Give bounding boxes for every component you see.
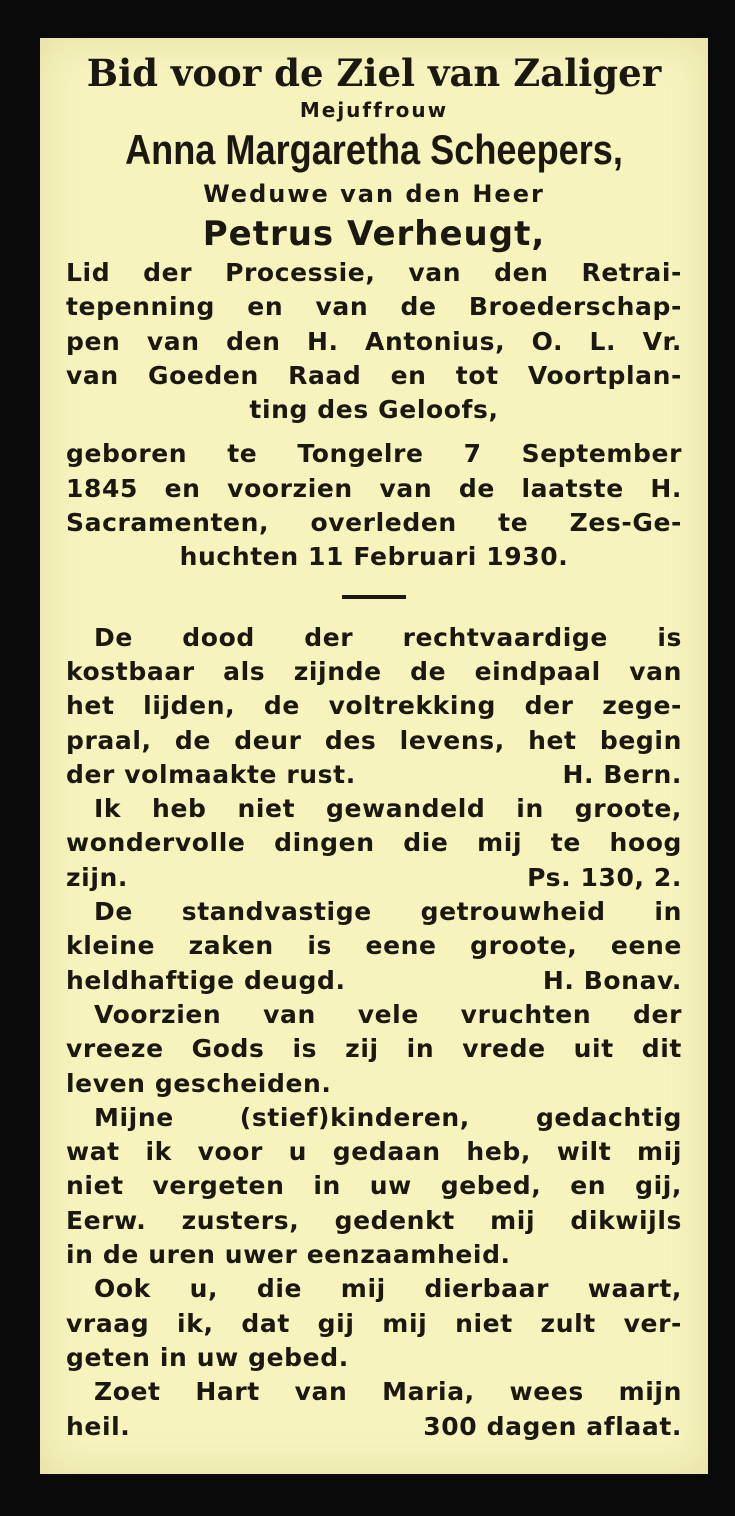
verse-last-line: in de uren uwer eenzaamheid.	[66, 1240, 511, 1270]
membership-line: van Goeden Raad en tot Voortplan-	[66, 360, 682, 390]
verse-source: H. Bonav.	[542, 965, 682, 995]
verse-line: Eerw. zusters, gedenkt mij dikwijls	[66, 1205, 682, 1235]
verse-line: Mijne (stief)kinderen, gedachtig	[94, 1102, 682, 1132]
membership-line: Lid der Processie, van den Retrai-	[66, 258, 682, 287]
card-title: Bid voor de Ziel van Zaliger	[86, 51, 662, 95]
verse-last-line: leven gescheiden.	[66, 1068, 332, 1098]
relation: Weduwe van den Heer	[203, 180, 545, 208]
verse-end-line	[66, 861, 682, 895]
verse-line: vreeze Gods is zij in vrede uit dit	[66, 1034, 682, 1064]
verse-source: Ps. 130, 2.	[527, 862, 682, 892]
life-line: geboren te Tongelre 7 September	[66, 439, 682, 469]
membership-line: ting des Geloofs,	[249, 395, 499, 425]
verse-line: Ook u, die mij dierbaar waart,	[94, 1274, 682, 1304]
verse-last-text: heil.	[66, 1411, 131, 1441]
life-line: 1845 en voorzien van de laatste H.	[66, 473, 682, 503]
verse-line: wondervolle dingen die mij te hoog	[66, 828, 682, 858]
membership-line: tepenning en van de Broederschap-	[66, 292, 682, 322]
life-line: huchten 11 Februari 1930.	[179, 542, 569, 572]
verse-line: Ik heb niet gewandeld in groote,	[94, 794, 682, 824]
verse-line: vraag ik, dat gij mij niet zult ver-	[66, 1308, 682, 1338]
verse-end-line	[66, 758, 682, 792]
life-line: Sacramenten, overleden te Zes-Ge-	[66, 508, 682, 538]
husband-name: Petrus Verheugt,	[202, 214, 546, 254]
deceased-name: Anna Margaretha Scheepers,	[125, 126, 623, 173]
verse-source: 300 dagen aflaat.	[423, 1411, 682, 1441]
memorial-card	[40, 38, 708, 1474]
verse-last-text: der volmaakte rust.	[66, 759, 356, 789]
verse-line: praal, de deur des levens, het begin	[66, 725, 682, 755]
verse-line: wat ik voor u gedaan heb, wilt mij	[66, 1137, 682, 1167]
verse-end-line	[66, 1410, 682, 1444]
verse-line: kostbaar als zijnde de eindpaal van	[66, 656, 682, 686]
verse-line: De dood der rechtvaardige is	[94, 622, 682, 652]
verse-line: niet vergeten in uw gebed, en gij,	[66, 1171, 682, 1201]
honorific: Mejuffrouw	[299, 98, 449, 122]
verse-line: het lijden, de voltrekking der zege-	[66, 691, 682, 721]
verse-line: kleine zaken is eene groote, eene	[66, 931, 682, 961]
verse-last-text: heldhaftige deugd.	[66, 965, 346, 995]
verse-line: Voorzien van vele vruchten der	[94, 999, 682, 1029]
verse-line: De standvastige getrouwheid in	[94, 897, 682, 927]
verse-line: Zoet Hart van Maria, wees mijn	[94, 1377, 682, 1407]
divider-rule	[342, 595, 406, 599]
membership-line: pen van den H. Antonius, O. L. Vr.	[66, 326, 682, 356]
verse-source: H. Bern.	[562, 759, 682, 789]
verse-last-line: geten in uw gebed.	[66, 1342, 349, 1372]
verse-last-text: zijn.	[66, 862, 128, 892]
verse-end-line	[66, 964, 682, 998]
